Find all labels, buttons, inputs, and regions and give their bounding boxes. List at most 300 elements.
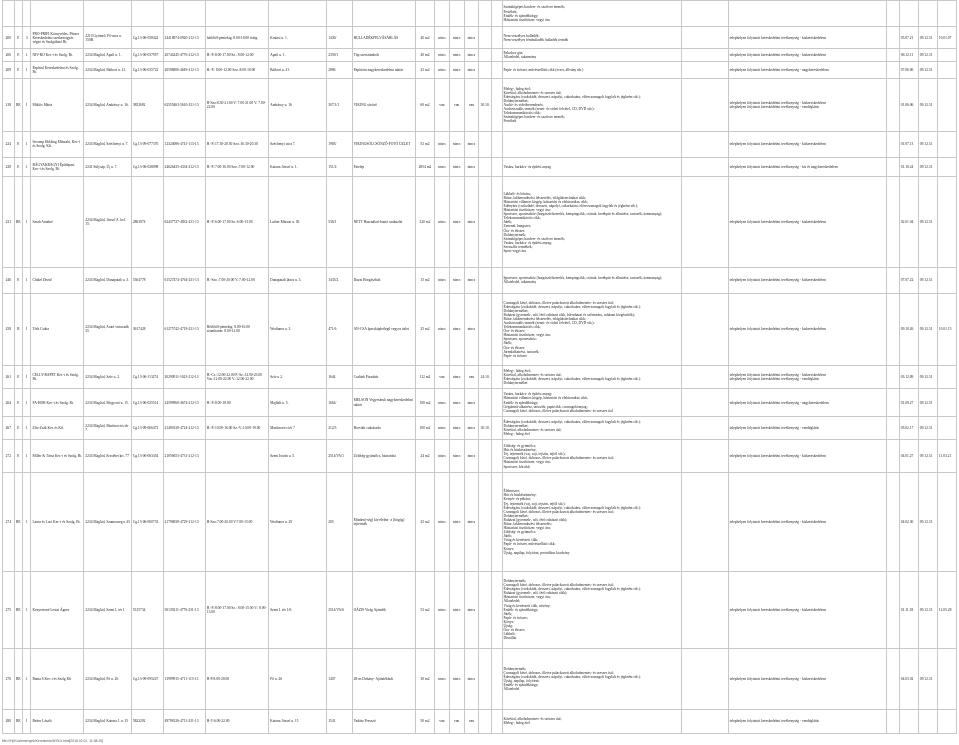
cell-kind: telephelyen folytatott kereskedelmi tevékenység - kiskereskedelem bbox=[728, 473, 886, 571]
cell-a3: nincs bbox=[464, 473, 479, 571]
cell-d1 bbox=[887, 648, 900, 709]
cell-date-start bbox=[899, 709, 918, 733]
cell-tax-no: 24599960-4674-212-13 bbox=[163, 389, 205, 417]
cell-shop-address: Luther Márton u. 30. bbox=[269, 177, 327, 268]
cell-name: Sarah Antalné bbox=[31, 177, 84, 268]
table-row bbox=[3, 158, 957, 177]
cell-hours: H.-P.:8.00-17.00 Sz.: 8.00-15.00 V.: 8.00-13.00 bbox=[205, 571, 268, 648]
cell-d1 bbox=[887, 709, 900, 733]
cell-a3: nincs bbox=[464, 389, 479, 417]
cell-unit-name: MELSON Vegyesáruk nagykereskedelmi raktár bbox=[352, 389, 415, 417]
cell-area: 220 m2 bbox=[415, 177, 434, 268]
table-row bbox=[3, 648, 957, 709]
cell-tax-no: 24418974-0920-212-13 bbox=[163, 27, 205, 49]
cell-kind: telephelyen folytatott kereskedelmi tevékenység - nagykereskedelem bbox=[728, 62, 886, 79]
cell-reg-no: Cg.13-09-077370 bbox=[131, 131, 163, 157]
cell-shop-address: Szent I. tér 1/6. bbox=[269, 571, 327, 648]
cell-shop-address: Dunapatah lános u. 3. bbox=[269, 268, 327, 293]
cell-count: 1 bbox=[23, 293, 31, 365]
cell-a2: nincs bbox=[449, 27, 464, 49]
cell-shop-address: Majláth u. 5. bbox=[269, 389, 327, 417]
cell-reg-no: Cg.13-06-035722 bbox=[131, 62, 163, 79]
cell-d1 bbox=[887, 131, 900, 157]
table-row bbox=[3, 440, 957, 473]
cell-name: Zlio-Zsák Ker. és Kft. bbox=[31, 417, 84, 440]
cell-n1 bbox=[491, 473, 502, 571]
cell-a1: nincs bbox=[434, 440, 449, 473]
cell-n1 bbox=[491, 158, 502, 177]
cell-a2: nincs bbox=[449, 440, 464, 473]
cell-hrsz: 1407 bbox=[327, 648, 352, 709]
cell-category-extra bbox=[682, 1, 728, 27]
cell-a1: nincs bbox=[434, 571, 449, 648]
cell-a3: nincs bbox=[464, 440, 479, 473]
cell-kind: telephelyen folytatott kereskedelmi tevékenység - nagykereskedelem bbox=[728, 389, 886, 417]
cell-date-start: 01.09.27 bbox=[899, 389, 918, 417]
cell-count bbox=[23, 1, 31, 27]
cell-d1 bbox=[887, 27, 900, 49]
cell-count: 1 bbox=[23, 48, 31, 61]
cell-tax-no: 61527474-4764-231-13 bbox=[163, 268, 205, 293]
cell-unit-name: Vadász Presszó bbox=[352, 709, 415, 733]
cell-mark: BE bbox=[14, 648, 22, 709]
cell-d1 bbox=[887, 571, 900, 648]
cell-hours: H-Szo:7.00-20.00 V:7.00-15.00 bbox=[205, 473, 268, 571]
cell-date-close bbox=[937, 709, 956, 733]
cell-date-start: 05.02.17 bbox=[899, 417, 918, 440]
table-row bbox=[3, 293, 957, 365]
cell-hrsz bbox=[327, 1, 352, 27]
cell-hrsz: 2514/VA/6 bbox=[327, 571, 352, 648]
cell-d1 bbox=[887, 417, 900, 440]
cell-row-no: 258 bbox=[3, 293, 15, 365]
cell-row-no: 218 bbox=[3, 79, 15, 132]
cell-tax-no: 12324086-4741-113-13 bbox=[163, 131, 205, 157]
cell-date-close: 12.05.28 bbox=[937, 571, 956, 648]
cell-address: 2234 Maglód, Fő u. 26 bbox=[84, 648, 132, 709]
cell-date-end: 09.12.31 bbox=[918, 79, 937, 132]
cell-shop-address: Wodianer u. 3. bbox=[269, 293, 327, 365]
cell-a2: nincs bbox=[449, 365, 464, 388]
cell-shop-address: Katona József u. 1. bbox=[269, 158, 327, 177]
cell-hours: H-V:6.00-22.00 bbox=[205, 709, 268, 733]
cell-area: 2854 m2 bbox=[415, 158, 434, 177]
cell-address: 2234 Maglód, Dunapatah u. 3. bbox=[84, 268, 132, 293]
cell-shop-address: Szent István u. 5. bbox=[269, 440, 327, 473]
cell-row-no: 272 bbox=[3, 440, 15, 473]
cell-a2: nincs bbox=[449, 48, 464, 61]
cell-a1: van bbox=[434, 365, 449, 388]
cell-mark: E bbox=[14, 27, 22, 49]
cell-count: 1 bbox=[23, 417, 31, 440]
cell-d1 bbox=[887, 158, 900, 177]
cell-tax-no: 21056653-4731-212-13 bbox=[163, 440, 205, 473]
cell-date-start: 01.07.13 bbox=[899, 131, 918, 157]
cell-date-end: 09.12.31 bbox=[918, 177, 937, 268]
cell-row-no: 274 bbox=[3, 473, 15, 571]
cell-category-extra bbox=[682, 268, 728, 293]
table-row bbox=[3, 48, 957, 61]
cell-mark: BE bbox=[14, 473, 22, 571]
cell-unit-name: VIKING söröző bbox=[352, 79, 415, 132]
cell-name: Tóth Csaba bbox=[31, 293, 84, 365]
cell-date-end: 09.12.31 bbox=[918, 648, 937, 709]
cell-row-no bbox=[3, 1, 15, 27]
cell-a3: nincs bbox=[464, 571, 479, 648]
cell-address: 2234 Maglód, Arató virtuozák 35. bbox=[84, 293, 132, 365]
cell-shop-address bbox=[269, 1, 327, 27]
table-row bbox=[3, 365, 957, 388]
cell-tax-no: 20290911-1623-212-13 bbox=[163, 365, 205, 388]
cell-mark: E bbox=[14, 365, 22, 388]
cell-area: 100 m2 bbox=[415, 389, 434, 417]
cell-kind: telephelyen folytatott kereskedelmi tevékenység - kiskereskedelem bbox=[728, 440, 886, 473]
cell-area: 30 m2 bbox=[415, 648, 434, 709]
cell-date-end: 09.12.31 bbox=[918, 365, 937, 388]
cell-tax-no bbox=[163, 1, 205, 27]
cell-a1: nincs bbox=[434, 389, 449, 417]
cell-mark: E bbox=[14, 158, 22, 177]
cell-hrsz: 1644 bbox=[327, 365, 352, 388]
cell-name: Bama 6 Ker.-i és Szolg Kft bbox=[31, 648, 84, 709]
cell-hours bbox=[205, 1, 268, 27]
cell-a2: nincs bbox=[449, 177, 464, 268]
cell-a3: nincs bbox=[464, 268, 479, 293]
cell-category-extra bbox=[682, 27, 728, 49]
cell-a4 bbox=[479, 27, 492, 49]
cell-category-extra bbox=[682, 79, 728, 132]
cell-date-close bbox=[937, 417, 956, 440]
cell-date-start: 07.06.06 bbox=[899, 62, 918, 79]
cell-mark: B bbox=[14, 293, 22, 365]
table-row bbox=[3, 79, 957, 132]
cell-row-no: 267 bbox=[3, 417, 15, 440]
cell-area: 53 m2 bbox=[415, 131, 434, 157]
cell-hours: H-P:8.00-20.00 bbox=[205, 648, 268, 709]
cell-date-start: 04.03.02 bbox=[899, 648, 918, 709]
cell-row-no: 264 bbox=[3, 389, 15, 417]
cell-unit-name: Horváth cukrászda bbox=[352, 417, 415, 440]
cell-row-no: 275 bbox=[3, 571, 15, 648]
cell-mark: E bbox=[14, 440, 22, 473]
cell-n1 bbox=[491, 440, 502, 473]
cell-hours: H.-Szo.:7.00-20.00 V.:7.00-12.00 bbox=[205, 268, 268, 293]
cell-kind: telephelyen folytatott kereskedelmi tevékenység - kiskereskedelem bbox=[728, 131, 886, 157]
cell-count: 1 bbox=[23, 473, 31, 571]
cell-reg-no: Cg.13-06-025514 bbox=[131, 389, 163, 417]
cell-category-extra bbox=[682, 293, 728, 365]
cell-date-start: 07.07.22 bbox=[899, 268, 918, 293]
cell-a2: nincs bbox=[449, 417, 464, 440]
cell-date-close bbox=[937, 1, 956, 27]
table-row bbox=[3, 473, 957, 571]
cell-date-start: 01.06.06 bbox=[899, 79, 918, 132]
register-table-body bbox=[3, 1, 957, 734]
cell-address bbox=[84, 1, 132, 27]
cell-kind: telephelyen folytatott kereskedelmi tevékenység - kiskereskedelem bbox=[728, 293, 886, 365]
cell-reg-no: Cg.13-06-000733 bbox=[131, 473, 163, 571]
cell-unit-name: Duzzi Horgászbolt bbox=[352, 268, 415, 293]
cell-a1: van bbox=[434, 79, 449, 132]
cell-name: Miller & Társa Ker.-i és Szolg. Bt. bbox=[31, 440, 84, 473]
cell-n1 bbox=[491, 1, 502, 27]
cell-mark: E bbox=[14, 62, 22, 79]
cell-date-start: 05.07.21 bbox=[899, 27, 918, 49]
cell-a2 bbox=[449, 1, 464, 27]
cell-name: BÁGYAKRAGYI Építőipari, Ker.-i és Szolg. Bt. bbox=[31, 158, 84, 177]
cell-a3: nincs bbox=[464, 158, 479, 177]
table-row bbox=[3, 268, 957, 293]
cell-unit-name: Minden(-ség) kis-élelmi- a (bögög) tejtermék bbox=[352, 473, 415, 571]
cell-address: 2234 Maglód, Katona J. u. 15 bbox=[84, 709, 132, 733]
cell-unit-name: Zöldség-gyümölcs, háztartási bbox=[352, 440, 415, 473]
cell-hours: Hétfőtől-péntekig: 8.00-16.00 szombaton: 8.00-12.00 bbox=[205, 293, 268, 365]
cell-shop-address: Wodianer u. 29 bbox=[269, 473, 327, 571]
cell-activities: Dohánytermék; Csomagolt kávé, dobozos, illetve palackozott alkoholmentes- és szeszes ital; Édességáru (csokoládé, desszert, nápolyi, cukorkaáru, előrecsomagolt fagylalt és jégkrém stb.); Ruházat (gyermek-, női, férfi ruházati cikk); Háztartási tisztítószer, vegyi áru; Állateledel; Virág és kertészeti cikk, növény; Emlék- és ajándéktárgy; Játék; Papír- és írószer; Könyv; Újság; Óra- és ékszer; Lábbeli; Díszállat bbox=[502, 571, 682, 648]
cell-a3: nincs bbox=[464, 27, 479, 49]
cell-hrsz: 2886 bbox=[327, 62, 352, 79]
cell-address: 2234 Maglód, Szív u. 2. bbox=[84, 365, 132, 388]
cell-a1: nincs bbox=[434, 158, 449, 177]
cell-name: Secomp Holding Műszaki, Ker.-i és Szolg. Kft. bbox=[31, 131, 84, 157]
cell-date-close: 10.01.07 bbox=[937, 27, 956, 49]
cell-tax-no: 61275742-4719-231-13 bbox=[163, 293, 205, 365]
cell-shop-address: Andrássy u. 16 bbox=[269, 79, 327, 132]
cell-activities: Meleg-, hideg étel; Kávéital, alkoholmentes- és szeszes ital; Édességáru (csokoládé, desszert, nápolyi, cukorkaáru, előrecsomagolt fagylalt és jégkrém stb.); Dohányterméket bbox=[502, 365, 682, 388]
table-row bbox=[3, 27, 957, 49]
cell-a1: nincs bbox=[434, 293, 449, 365]
cell-mark: E bbox=[14, 417, 22, 440]
cell-date-start bbox=[899, 1, 918, 27]
cell-activities: Zöldség- és gyümölcs; Hús és húskészítmény; Tej, tejtermék (vaj, sajt, tejszín, tejföl stb.); Csomagolt kávé, dobozos, illetve palackozott alkoholmentes- és szeszes ital; Háztartási tisztítószer, vegyi áru; Sportszer, bőrcikk bbox=[502, 440, 682, 473]
cell-date-close bbox=[937, 79, 956, 132]
cell-reg-no: Cg.13-06-113274 bbox=[131, 365, 163, 388]
cell-count: 1 bbox=[23, 389, 31, 417]
cell-date-close bbox=[937, 268, 956, 293]
cell-address: 2234 Maglód, Andrássy u. 16. bbox=[84, 79, 132, 132]
cell-kind: telephelyen folytatott kereskedelmi tevékenység - vendéglátás bbox=[728, 709, 886, 733]
cell-date-start: 02.01.04 bbox=[899, 177, 918, 268]
table-row bbox=[3, 417, 957, 440]
cell-date-end: 09.12.31 bbox=[918, 131, 937, 157]
cell-category-extra bbox=[682, 62, 728, 79]
cell-address: 2241 Sülysáp, Új u. 7. bbox=[84, 158, 132, 177]
page-footer: file:///H|/Kozlemenyek/Kereskedo/NYILV.html[2016.02.01. 11:38:25] bbox=[2, 739, 104, 743]
cell-count: 1 bbox=[23, 268, 31, 293]
cell-hrsz: 536/1 bbox=[327, 177, 352, 268]
cell-kind: telephelyen folytatott kereskedelmi tevékenység - kiskereskedelem bbox=[728, 571, 886, 648]
cell-area: 40 m2 bbox=[415, 27, 434, 49]
cell-category-extra bbox=[682, 131, 728, 157]
cell-name: NIV-RO Ker.-i és Szolg. Bt. bbox=[31, 48, 84, 61]
cell-n1 bbox=[491, 648, 502, 709]
cell-area: 25 m2 bbox=[415, 293, 434, 365]
cell-date-end: 09.12.31 bbox=[918, 417, 937, 440]
cell-tax-no: 20744245-4776-212-13 bbox=[163, 48, 205, 61]
cell-shop-address: Kinizsi u. 1. bbox=[269, 27, 327, 49]
cell-a3: van bbox=[464, 365, 479, 388]
cell-unit-name: Csalázk Pizzabár bbox=[352, 365, 415, 388]
cell-kind: telephelyen folytatott kereskedelmi tevékenység - kiskereskedelem telephelyen folytatott kereskedelmi tevékenység - vendéglátás bbox=[728, 79, 886, 132]
cell-n1 bbox=[491, 417, 502, 440]
cell-hours: H.-P.:7.00-16.00 Szo.:7.00-12.00 bbox=[205, 158, 268, 177]
cell-reg-no bbox=[131, 1, 163, 27]
cell-tax-no: 24626435-4334-212-13 bbox=[163, 158, 205, 177]
cell-a2: nincs bbox=[449, 293, 464, 365]
cell-a3: van bbox=[464, 709, 479, 733]
cell-hrsz: 2359/1 bbox=[327, 48, 352, 61]
cell-hrsz: 307/1/1 bbox=[327, 79, 352, 132]
cell-hours: H.-P.:17.30-20.30 Szo.:16.30-20.30 bbox=[205, 131, 268, 157]
cell-d1 bbox=[887, 1, 900, 27]
cell-a1: van bbox=[434, 709, 449, 733]
cell-hrsz: 1541 bbox=[327, 709, 352, 733]
cell-unit-name: NETT Használati-bontó szaküzlet bbox=[352, 177, 415, 268]
cell-d1 bbox=[887, 268, 900, 293]
cell-n1 bbox=[491, 27, 502, 49]
cell-unit-name: Papírtáru nagykereskedelmi raktár bbox=[352, 62, 415, 79]
cell-kind: telephelyen folytatott kereskedelmi tevékenység - vendéglátás bbox=[728, 417, 886, 440]
register-table bbox=[2, 0, 957, 734]
cell-d1 bbox=[887, 79, 900, 132]
cell-tax-no: 13999915-4711-113-13 bbox=[163, 648, 205, 709]
cell-date-close bbox=[937, 365, 956, 388]
cell-date-end: 09.12.31 bbox=[918, 440, 937, 473]
cell-name: Chikel Dezső bbox=[31, 268, 84, 293]
cell-name: PRO-PRIFI Környvédes, Pittner Kereskedelmi szerkezetgyár. végzö és Szolgáltató Bt. bbox=[31, 27, 84, 49]
cell-a4 bbox=[479, 293, 492, 365]
cell-tax-no: 49798126-4711-231-13 bbox=[163, 709, 205, 733]
cell-tax-no: 20596806-4649-212-13 bbox=[163, 62, 205, 79]
cell-a4 bbox=[479, 571, 492, 648]
cell-a4 bbox=[479, 268, 492, 293]
cell-count: 1 bbox=[23, 571, 31, 648]
cell-unit-name: AN-CSA lpacsküpletlegű vegyes üzlet bbox=[352, 293, 415, 365]
cell-area bbox=[415, 1, 434, 27]
cell-d1 bbox=[887, 365, 900, 388]
cell-a1: nincs bbox=[434, 268, 449, 293]
cell-a1: nincs bbox=[434, 473, 449, 571]
cell-a2: nincs bbox=[449, 389, 464, 417]
cell-a2: nincs bbox=[449, 571, 464, 648]
cell-hours: H.-Cs.:12.00-22.00 P.-Sz.:12.00-23.00 Vas.:12.00-22.00 V.:12.00-22.00 bbox=[205, 365, 268, 388]
cell-address: 2234 Maglód, Erzsébet krt. 77 bbox=[84, 440, 132, 473]
cell-tax-no: 62437727-4832-231-13 bbox=[163, 177, 205, 268]
cell-name: Kenyeresné Lestat Ágnes bbox=[31, 571, 84, 648]
cell-a1: nincs bbox=[434, 417, 449, 440]
cell-reg-no: 3617428 bbox=[131, 293, 163, 365]
cell-category-extra bbox=[682, 158, 728, 177]
cell-d1 bbox=[887, 48, 900, 61]
cell-address: 2234 Maglód, Martinovics tér 7. bbox=[84, 417, 132, 440]
cell-a3 bbox=[464, 1, 479, 27]
table-row bbox=[3, 389, 957, 417]
cell-kind: telephelyen folytatott kereskedelmi tevékenység - kiskereskedelem bbox=[728, 27, 886, 49]
cell-reg-no: Cg.13-06-037957 bbox=[131, 48, 163, 61]
cell-a2: nincs bbox=[449, 131, 464, 157]
cell-date-end: 09.12.31 bbox=[918, 571, 937, 648]
cell-count: 3 bbox=[23, 27, 31, 49]
cell-address: 2234 Maglód, Szent I. tér 1 bbox=[84, 571, 132, 648]
cell-tax-no: 21400130-4724-212-13 bbox=[163, 417, 205, 440]
cell-date-end: 09.12.31 bbox=[918, 158, 937, 177]
cell-date-start: 01.11.18 bbox=[899, 571, 918, 648]
cell-activities: Sportszer, sporteszköz (horgászfelszerelés, kempingcikk, csónak, kerékpár és alkatrész, tartozék, üzemanyag); Állateledel, takarmány bbox=[502, 268, 682, 293]
cell-date-end: 09.12.31 bbox=[918, 27, 937, 49]
cell-date-close bbox=[937, 48, 956, 61]
cell-a2: van bbox=[449, 709, 464, 733]
cell-kind: telephelyen folytatott kereskedelmi tevékenység - kiskereskedelem bbox=[728, 177, 886, 268]
cell-a3: nincs bbox=[464, 648, 479, 709]
cell-unit-name: Tűp szerszámbolt bbox=[352, 48, 415, 61]
cell-a2: nincs bbox=[449, 648, 464, 709]
cell-hours: H.-P.:6.00-17.00 Sz.:6.00-13.00 bbox=[205, 177, 268, 268]
cell-a4 bbox=[479, 1, 492, 27]
cell-activities: Vasáru, barkács- és építési anyag; Háztartási villamos kisgép, háztartási és elektronikus cikk; Emlék- és ajándéktárgy; Gépjármű-alkatrész, tartozék, papírcikk, csomagolóanyag; Csomagolt kávé, dobozos, illetve palackozott alkoholmentes- és szeszes ital bbox=[502, 389, 682, 417]
cell-reg-no: 5315734 bbox=[131, 571, 163, 648]
cell-n1 bbox=[491, 268, 502, 293]
cell-unit-name: VIKINGSÖLCSÖNZŐ-FOTÓ ÜZLET bbox=[352, 131, 415, 157]
cell-reg-no: Cg.13-09-066472 bbox=[131, 417, 163, 440]
cell-row-no: 200 bbox=[3, 27, 15, 49]
cell-category-extra bbox=[682, 648, 728, 709]
cell-activities: Vasáru, barkács- és építési anyag bbox=[502, 158, 682, 177]
cell-a3: nincs bbox=[464, 293, 479, 365]
cell-address: 2234 Maglód, Szamoszeg u 43 bbox=[84, 473, 132, 571]
cell-n1 bbox=[491, 48, 502, 61]
cell-shop-address: Apafi u. 1. bbox=[269, 48, 327, 61]
cell-a2: nincs bbox=[449, 62, 464, 79]
cell-n1 bbox=[491, 389, 502, 417]
cell-tax-no: 21796838-4729-212-13 bbox=[163, 473, 205, 571]
cell-name: Miklós Mária bbox=[31, 79, 84, 132]
cell-activities: Dohánytermék; Csomagolt kávé, dobozos, illetve palackozott alkoholmentes- és szeszes ital; Édességáru (csokoládé, desszert, nápolyi, cukorkaáru, előrecsomagolt fagylalt és jégkrém stb.); Újság, napilap, folyóirat; Emlék- és ajándéktárgy; Állateledel bbox=[502, 648, 682, 709]
cell-shop-address: Martinovics tér 7 bbox=[269, 417, 327, 440]
cell-mark: BE bbox=[14, 709, 22, 733]
cell-a3: nincs bbox=[464, 177, 479, 268]
cell-count: 1 bbox=[23, 158, 31, 177]
cell-a4 bbox=[479, 440, 492, 473]
cell-a1: nincs bbox=[434, 131, 449, 157]
cell-n1 bbox=[491, 571, 502, 648]
cell-date-end: 09.12.31 bbox=[918, 389, 937, 417]
cell-n1 bbox=[491, 79, 502, 132]
cell-reg-no: 5822292 bbox=[131, 709, 163, 733]
cell-d1 bbox=[887, 62, 900, 79]
table-row bbox=[3, 177, 957, 268]
cell-n1 bbox=[491, 293, 502, 365]
cell-a4 bbox=[479, 389, 492, 417]
cell-date-end bbox=[918, 709, 937, 733]
cell-reg-no: 5364778 bbox=[131, 268, 163, 293]
cell-a1: nincs bbox=[434, 27, 449, 49]
cell-category-extra bbox=[682, 571, 728, 648]
cell-date-end: 09.12.31 bbox=[918, 473, 937, 571]
cell-date-start: 06.12.11 bbox=[899, 48, 918, 61]
cell-hrsz: 1433/2. bbox=[327, 268, 352, 293]
table-row bbox=[3, 571, 957, 648]
cell-count: 1 bbox=[23, 131, 31, 157]
cell-a4 bbox=[479, 62, 492, 79]
cell-date-close bbox=[937, 158, 956, 177]
cell-a1: nincs bbox=[434, 177, 449, 268]
cell-hours: H.-P.:8.00-17.00 Sz.: 8.00-12.00 bbox=[205, 48, 268, 61]
cell-name bbox=[31, 1, 84, 27]
cell-area: 25 m2 bbox=[415, 473, 434, 571]
cell-n1 bbox=[491, 131, 502, 157]
cell-date-close bbox=[937, 131, 956, 157]
cell-hrsz: 205 bbox=[327, 473, 352, 571]
